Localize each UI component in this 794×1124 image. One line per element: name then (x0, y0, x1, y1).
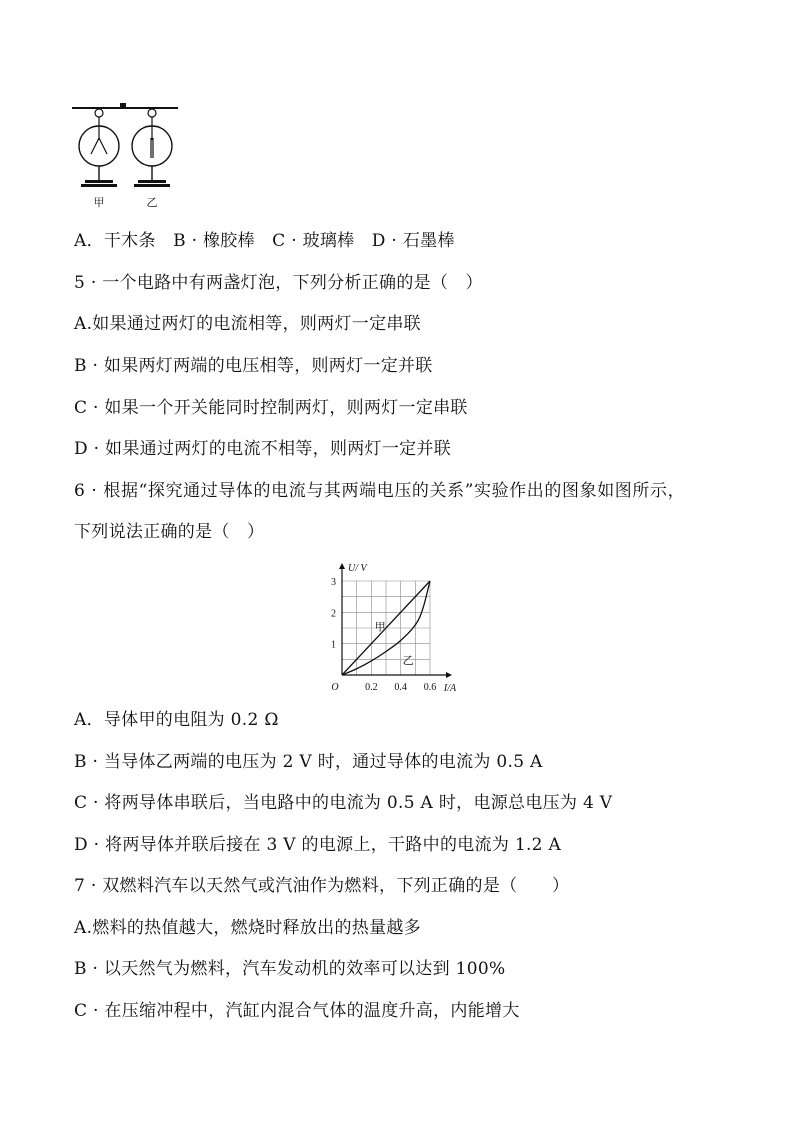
y-axis-label: U/ V (348, 563, 367, 574)
q5-option-d: D · 如果通过两灯的电流不相等，则两灯一定并联 (74, 439, 452, 459)
q5-option-a: A.如果通过两灯的电流相等，则两灯一定串联 (74, 314, 421, 334)
q5-option-c: C · 如果一个开关能同时控制两灯，则两灯一定串联 (74, 398, 468, 418)
x-axis-label: I/A (443, 683, 457, 694)
x-tick-label: 0.2 (365, 682, 378, 693)
x-tick-label: 0.4 (394, 682, 407, 693)
q5-stem: 5 · 一个电路中有两盏灯泡，下列分析正确的是（ ） (74, 273, 483, 293)
electroscope-figure (70, 100, 182, 212)
q4-options: A．干木条 B · 橡胶棒 C · 玻璃棒 D · 石墨棒 (74, 231, 455, 251)
q7-option-c: C · 在压缩冲程中，汽缸内混合气体的温度升高，内能增大 (74, 1001, 520, 1021)
chart-labels (331, 563, 457, 694)
y-tick-label: 1 (331, 639, 336, 651)
series-label-yi: 乙 (402, 654, 414, 667)
series-label-jia: 甲 (374, 621, 386, 634)
ui-graph (325, 560, 475, 698)
q6-option-b: B · 当导体乙两端的电压为 2 V 时，通过导体的电流为 0.5 A (74, 752, 543, 772)
q7-option-b: B · 以天然气为燃料，汽车发动机的效率可以达到 100% (74, 959, 506, 979)
q6-stem-line2: 下列说法正确的是（ ） (74, 522, 265, 542)
origin-label: O (331, 682, 339, 693)
rod-contact (120, 103, 126, 108)
q7-stem: 7 · 双燃料汽车以天然气或汽油作为燃料，下列正确的是（ ） (74, 876, 570, 896)
electroscope-right (132, 109, 172, 187)
y-axis-arrow (339, 563, 345, 569)
y-tick-label: 3 (331, 577, 336, 588)
label-yi: 乙 (146, 197, 158, 209)
y-tick-label: 2 (331, 608, 336, 620)
q6-stem-line1: 6 · 根据“探究通过导体的电流与其两端电压的关系”实验作出的图象如图所示， (74, 481, 686, 501)
q6-option-a: A．导体甲的电阻为 0.2 Ω (74, 710, 279, 730)
q6-option-c: C · 将两导体串联后，当电路中的电流为 0.5 A 时，电源总电压为 4 V (74, 793, 613, 813)
q5-option-b: B · 如果两灯两端的电压相等，则两灯一定并联 (74, 356, 433, 376)
q7-option-a: A.燃料的热值越大，燃烧时释放出的热量越多 (74, 918, 421, 938)
x-axis-arrow (446, 672, 452, 678)
x-tick-label: 0.6 (423, 682, 437, 693)
electroscope-left (79, 109, 119, 187)
label-jia: 甲 (93, 197, 105, 209)
q6-option-d: D · 将两导体并联后接在 3 V 的电源上，干路中的电流为 1.2 A (74, 835, 562, 855)
